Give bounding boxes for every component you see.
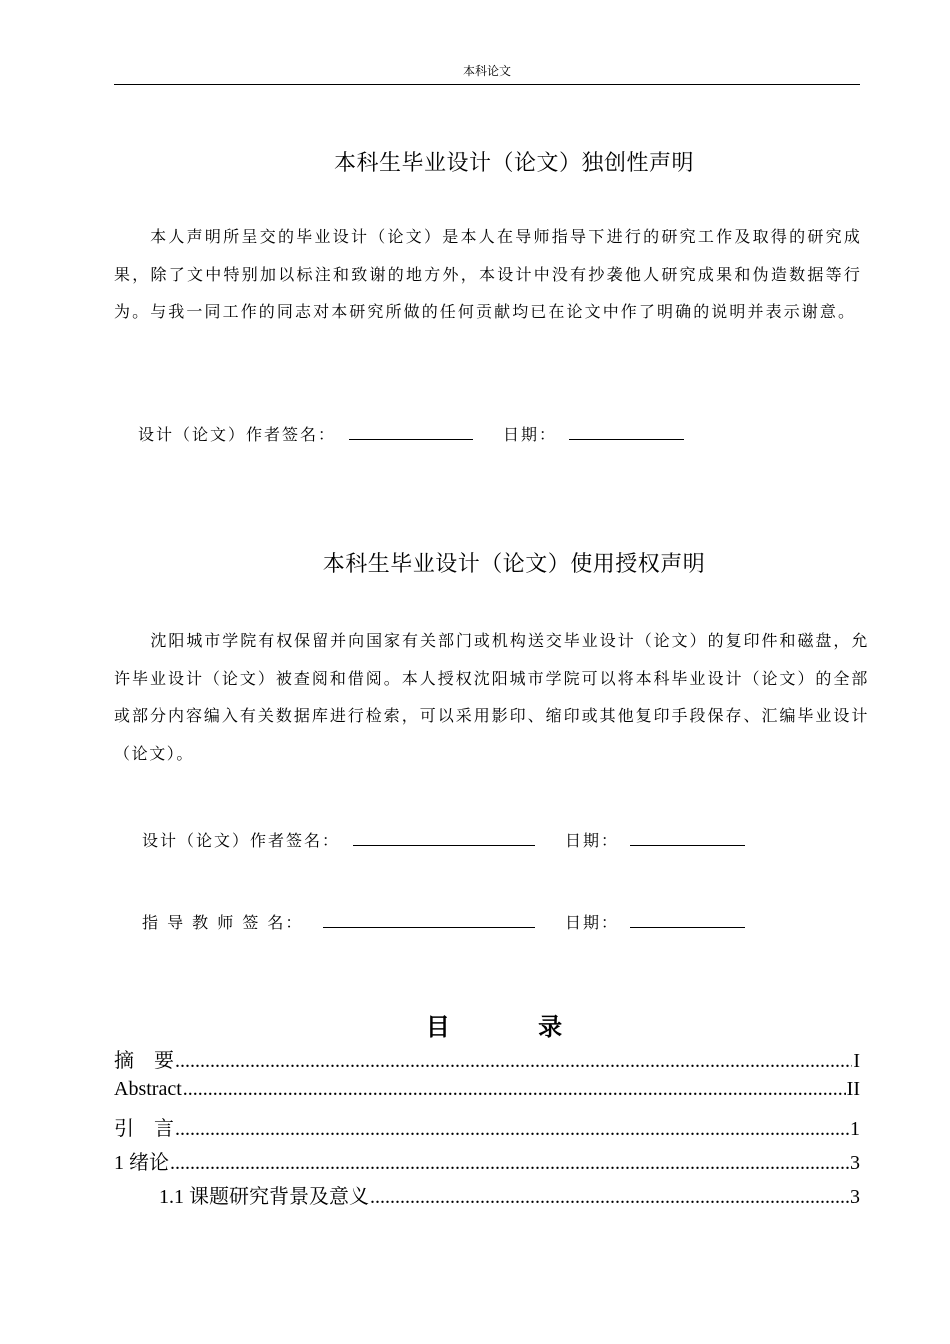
- toc-entry-label: 1.1 课题研究背景及意义: [159, 1186, 369, 1208]
- toc-entry-page: 3: [850, 1152, 860, 1174]
- authorization-title: 本科生毕业设计（论文）使用授权声明: [322, 552, 706, 577]
- authorization-author-date-line[interactable]: [630, 845, 745, 846]
- toc-entry-label: 引 言: [114, 1118, 174, 1140]
- authorization-author-sig-line[interactable]: [353, 845, 535, 846]
- originality-body-text: 本人声明所呈交的毕业设计（论文）是本人在导师指导下进行的研究工作及取得的研究成果，除了文中特别加以标注和致谢的地方外，本设计中没有抄袭他人研究成果和伪造数据等行为。与我一同工作的同志对本研究所做的任何贡献均已在论文中作了明确的说明并表示谢意。: [114, 227, 862, 321]
- advisor-date-line[interactable]: [630, 927, 745, 928]
- advisor-sig-label: 指 导 教 师 签 名：: [142, 913, 304, 932]
- running-header: 本科论文: [462, 64, 511, 78]
- toc-entry-page: 3: [850, 1186, 860, 1208]
- header-rule: [114, 84, 860, 85]
- toc-entry-label: 1 绪论: [114, 1152, 169, 1174]
- originality-body: [114, 218, 862, 331]
- originality-date-label: 日期：: [503, 425, 558, 444]
- toc-leader: [370, 1186, 849, 1208]
- originality-date-line[interactable]: [569, 439, 684, 440]
- originality-author-sig-line[interactable]: [349, 439, 473, 440]
- toc-entry[interactable]: [114, 1078, 860, 1106]
- toc-leader: [170, 1152, 849, 1174]
- advisor-sig-line[interactable]: [323, 927, 535, 928]
- authorization-body-text: 沈阳城市学院有权保留并向国家有关部门或机构送交毕业设计（论文）的复印件和磁盘，允许毕业设计（论文）被查阅和借阅。本人授权沈阳城市学院可以将本科毕业设计（论文）的全部或部分内容编入有关数据库进行检索，可以采用影印、缩印或其他复印手段保存、汇编毕业设计（论文）。: [114, 631, 869, 763]
- toc-leader: [175, 1118, 849, 1140]
- authorization-author-date-label: 日期：: [565, 831, 620, 850]
- authorization-author-sig-label: 设计（论文）作者签名：: [142, 831, 341, 850]
- toc-leader: [175, 1050, 852, 1072]
- toc-entry[interactable]: [159, 1180, 860, 1208]
- toc-entry-page: I: [853, 1050, 860, 1072]
- toc-entry-page: 1: [850, 1118, 860, 1140]
- toc-entry[interactable]: [114, 1146, 860, 1174]
- advisor-date-label: 日期：: [565, 913, 620, 932]
- authorization-body: [114, 622, 869, 772]
- toc-title: 目 录: [425, 1013, 603, 1041]
- toc-entry-label: 摘 要: [114, 1050, 174, 1072]
- toc-entry[interactable]: [114, 1112, 860, 1140]
- originality-author-sig-label: 设计（论文）作者签名：: [138, 425, 337, 444]
- toc-leader: [183, 1078, 846, 1101]
- toc-entry[interactable]: [114, 1044, 860, 1072]
- originality-title: 本科生毕业设计（论文）独创性声明: [333, 151, 694, 176]
- toc-entry-page: II: [846, 1078, 860, 1100]
- toc-entry-label: Abstract: [114, 1078, 182, 1100]
